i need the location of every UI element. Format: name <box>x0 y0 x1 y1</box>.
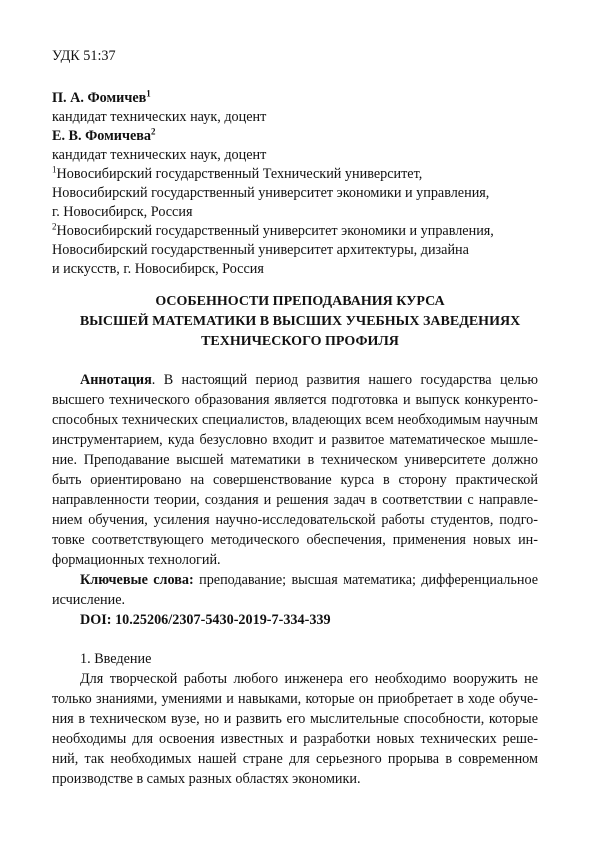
abstract-line: нием обучения, усиления научно-исследовательской работы студентов, подго- <box>52 512 538 528</box>
body-line: только знаниями, умениями и навыками, которые он приобретает в ходе обуче- <box>52 691 538 707</box>
paper-title-line: ОСОБЕННОСТИ ПРЕПОДАВАНИЯ КУРСА <box>155 294 445 309</box>
abstract-line: быть ориентировано на совершенствование курса в сторону практической <box>52 472 538 488</box>
keywords-line: исчисление. <box>52 592 126 608</box>
abstract-label: Аннотация <box>80 372 152 388</box>
body-line: ний, так необходимых нашей стране для серьезного прорыва в современном <box>52 751 538 767</box>
abstract-line: высшего технического образования является подготовка и выпуск конкуренто- <box>52 392 538 408</box>
affiliation-line: Новосибирский государственный университет экономики и управления, <box>52 185 490 201</box>
affiliation-line: г. Новосибирск, Россия <box>52 204 193 220</box>
abstract-line: формационных технологий. <box>52 552 221 568</box>
author-name: Е. В. Фомичева$^2$ <box>52 126 156 144</box>
body-line: ния в техническом вузе, но и развить его мыслительные способности, которые <box>52 711 538 727</box>
abstract-line: инструментарием, куда безусловно входит и развитое математическое мышле- <box>52 432 538 448</box>
author-title: кандидат технических наук, доцент <box>52 147 267 163</box>
paper-title-line: ТЕХНИЧЕСКОГО ПРОФИЛЯ <box>201 334 399 349</box>
paper-title-line: ВЫСШЕЙ МАТЕМАТИКИ В ВЫСШИХ УЧЕБНЫХ ЗАВЕДЕНИЯХ <box>79 314 521 329</box>
udc-code: УДК 51:37 <box>52 48 116 64</box>
affiliation-line: и искусств, г. Новосибирск, Россия <box>52 261 264 277</box>
abstract-line: направленности теории, создания и решения задач в соответствии с направле- <box>52 492 538 508</box>
doi: DOI: 10.25206/2307-5430-2019-7-334-339 <box>80 612 331 628</box>
author-title: кандидат технических наук, доцент <box>52 109 267 125</box>
body-line: необходимы для освоения известных и разработки новых технических реше- <box>52 731 538 747</box>
keywords-line: Ключевые слова: преподавание; высшая математика; дифференциальное <box>80 572 539 588</box>
affiliation-line: $^1$Новосибирский государственный Технический университет, <box>52 164 423 182</box>
abstract-line: ние. Преподавание высшей математики в техническом университете должно <box>52 452 538 468</box>
keywords-label: Ключевые слова: <box>80 572 194 588</box>
abstract-line: товке соответствующего методического обеспечения, применения новых ин- <box>52 532 538 548</box>
affiliation-line: Новосибирский государственный университет архитектуры, дизайна <box>52 242 469 258</box>
abstract-line: способных технических специалистов, владеющих всем необходимым научным <box>52 412 538 428</box>
body-line: Для творческой работы любого инженера его необходимо вооружить не <box>80 671 538 687</box>
affiliation-line: $^2$Новосибирский государственный университет экономики и управления, <box>52 221 494 239</box>
section-heading: 1. Введение <box>80 651 152 667</box>
abstract-line: Аннотация. В настоящий период развития нашего государства целью <box>80 372 538 388</box>
author-name: П. А. Фомичев$^1$ <box>52 88 151 106</box>
body-line: производстве в самых разных областях экономики. <box>52 771 361 787</box>
